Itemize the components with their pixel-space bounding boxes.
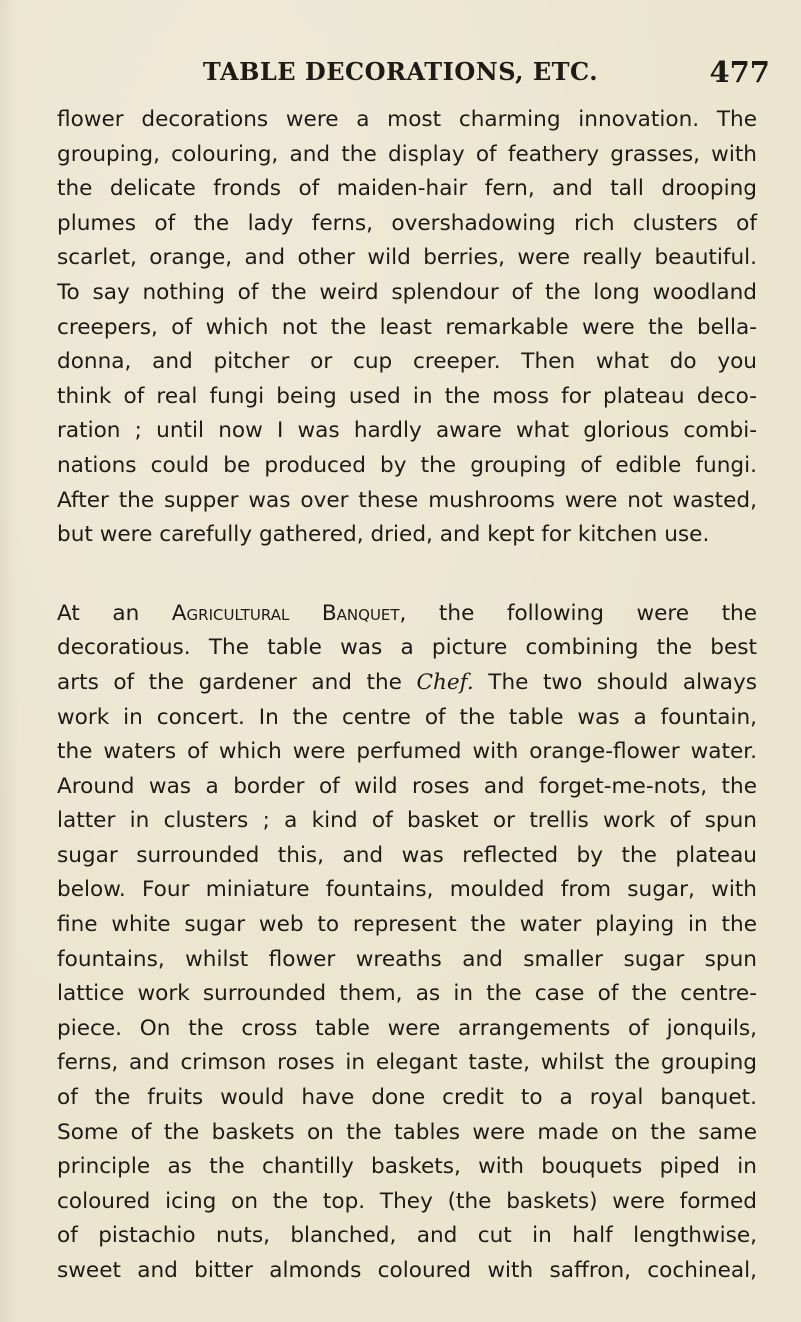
text-line: principle as the chantilly baskets, with bouquets piped in: [57, 1154, 757, 1180]
body-text: [57, 103, 757, 1289]
text-line: lattice work surrounded them, as in the case of the centre-: [57, 981, 757, 1007]
text-line: donna, and pitcher or cup creeper. Then what do you: [57, 349, 757, 375]
text-line: To say nothing of the weird splendour of the long woodland: [57, 279, 757, 305]
paragraph-2: [57, 597, 757, 1289]
agricultural-banquet-smallcaps: Agricultural Banquet,: [171, 600, 407, 626]
text-line: scarlet, orange, and other wild berries, were really beautiful.: [57, 245, 757, 271]
text-line: coloured icing on the top. They (the baskets) were formed: [57, 1188, 757, 1214]
page-number: 477: [709, 55, 770, 89]
text-line: decoratious. The table was a picture combining the best: [57, 635, 757, 661]
text-line: but were carefully gathered, dried, and kept for kitchen use.: [57, 522, 710, 548]
chef-italic: Chef.: [416, 669, 474, 695]
paragraph-1: [57, 103, 757, 553]
text-line: creepers, of which not the least remarkable were the bella-: [57, 314, 757, 340]
text-line: below. Four miniature fountains, moulded from sugar, with: [57, 877, 757, 903]
running-title: TABLE DECORATIONS, ETC.: [202, 57, 599, 86]
text-run: arts of the gardener and the: [57, 669, 417, 695]
text-line: fountains, whilst flower wreaths and smaller sugar spun: [57, 946, 757, 972]
text-line: sweet and bitter almonds coloured with saffron, cochineal,: [57, 1258, 757, 1283]
text-line: piece. On the cross table were arrangements of jonquils,: [57, 1015, 757, 1041]
text-line: flower decorations were a most charming innovation. The: [57, 107, 757, 132]
text-line: After the supper was over these mushrooms were not wasted,: [57, 487, 757, 513]
text-line: Some of the baskets on the tables were made on the same: [57, 1119, 757, 1145]
text-line: of pistachio nuts, blanched, and cut in half lengthwise,: [57, 1223, 757, 1249]
text-line: of the fruits would have done credit to a royal banquet.: [57, 1085, 757, 1111]
page-header: [0, 55, 801, 95]
text-run: The two should always: [473, 669, 757, 695]
text-line: [57, 597, 757, 632]
text-line: plumes of the lady ferns, overshadowing rich clusters of: [57, 210, 757, 236]
text-run: At an: [57, 600, 172, 626]
text-line: nations could be produced by the grouping of edible fungi.: [57, 452, 757, 478]
text-line: ferns, and crimson roses in elegant taste, whilst the grouping: [57, 1050, 757, 1076]
text-line: think of real fungi being used in the moss for plateau deco-: [57, 383, 757, 409]
text-line: latter in clusters ; a kind of basket or trellis work of spun: [57, 808, 757, 834]
text-line: ration ; until now I was hardly aware what glorious combi-: [57, 418, 757, 444]
text-run: the following were the: [406, 600, 758, 626]
text-line: the delicate fronds of maiden-hair fern, and tall drooping: [57, 176, 757, 202]
text-line: work in concert. In the centre of the table was a fountain,: [57, 704, 757, 730]
text-line: fine white sugar web to represent the water playing in the: [57, 912, 757, 938]
text-line: sugar surrounded this, and was reflected by the plateau: [57, 842, 757, 868]
text-line: grouping, colouring, and the display of feathery grasses, with: [57, 141, 757, 167]
text-line: [57, 666, 757, 701]
text-line: Around was a border of wild roses and forget-me-nots, the: [57, 773, 757, 799]
paragraph-gap: [57, 553, 757, 597]
text-line: the waters of which were perfumed with orange-flower water.: [57, 739, 757, 765]
